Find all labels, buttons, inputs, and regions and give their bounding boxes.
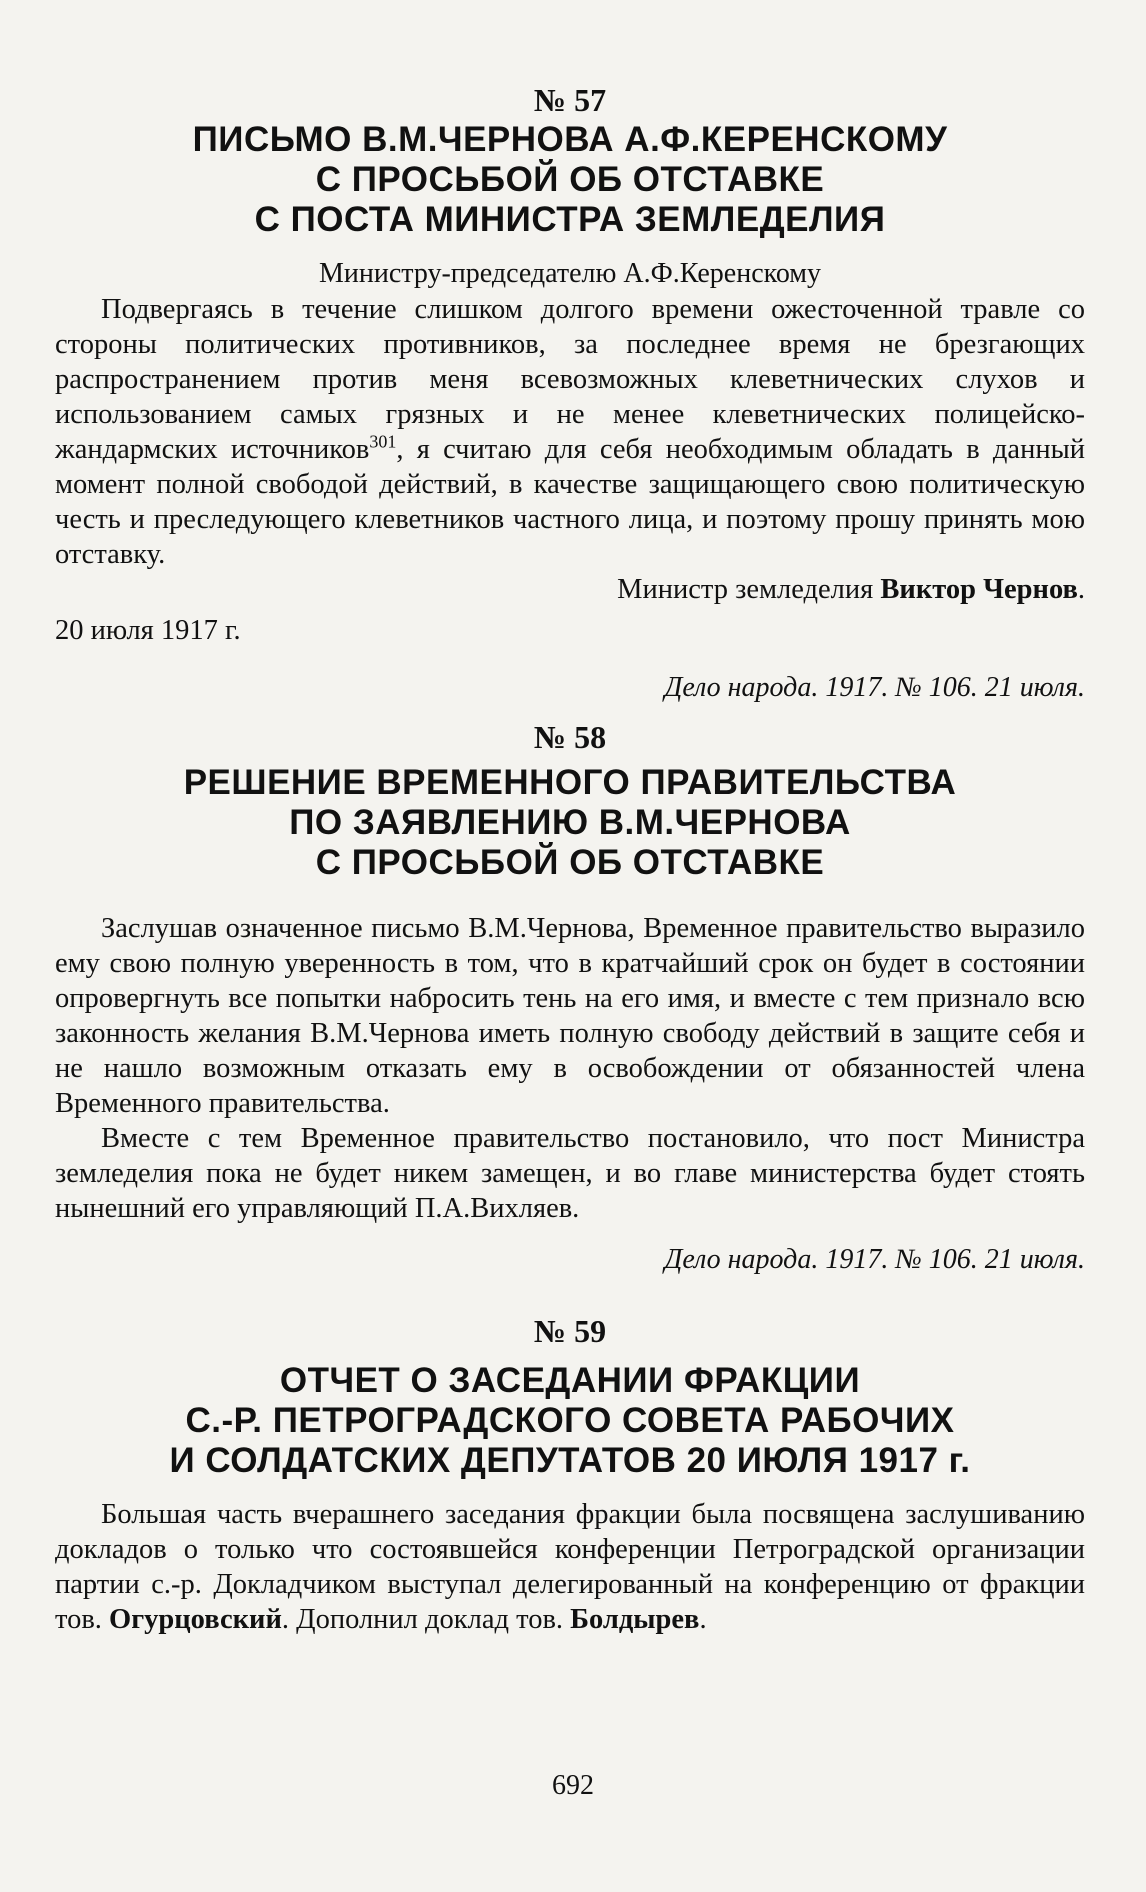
doc-title-line: И СОЛДАТСКИХ ДЕПУТАТОВ 20 ИЮЛЯ 1917 г. (169, 1441, 971, 1480)
person-name: Болдырев (570, 1604, 700, 1635)
doc-title-line: С ПОСТА МИНИСТРА ЗЕМЛЕДЕЛИЯ (254, 200, 886, 239)
doc-title (55, 763, 1085, 883)
doc-title (55, 1361, 1085, 1481)
signature-role: Министр земледелия (617, 574, 874, 605)
doc-title-line: С ПРОСЬБОЙ ОБ ОТСТАВКЕ (315, 843, 825, 882)
report-text: . Дополнил доклад тов. (281, 1604, 564, 1635)
doc-title-line: ПО ЗАЯВЛЕНИЮ В.М.ЧЕРНОВА (289, 803, 851, 842)
doc-title (55, 120, 1085, 240)
letter-body-part: Подвергаясь в течение слишком долгого времени ожесточенной травле со стороны политических противников, за последнее время не брезгающих распространением против меня всевозможных клеветнических слухов и использованием самых грязных и не менее клеветнических полицейско-жандармских источников (55, 294, 1085, 465)
report-text: . (699, 1604, 707, 1635)
doc-number: № 58 (533, 719, 607, 755)
doc-number: № 59 (533, 1313, 607, 1349)
source-citation: Дело народа. 1917. № 106. 21 июля. (664, 672, 1085, 703)
letter-body (55, 292, 1085, 572)
source-citation: Дело народа. 1917. № 106. 21 июля. (664, 1244, 1085, 1275)
doc-title-line: РЕШЕНИЕ ВРЕМЕННОГО ПРАВИТЕЛЬСТВА (183, 763, 957, 802)
doc-title-line: С ПРОСЬБОЙ ОБ ОТСТАВКЕ (315, 160, 825, 199)
person-name: Огурцовский (109, 1604, 282, 1635)
signature (55, 572, 1085, 607)
doc-number: № 57 (533, 82, 607, 118)
doc-title-line: ОТЧЕТ О ЗАСЕДАНИИ ФРАКЦИИ (279, 1361, 861, 1400)
doc-title-line: С.-Р. ПЕТРОГРАДСКОГО СОВЕТА РАБОЧИХ (185, 1401, 955, 1440)
footnote-ref: 301 (369, 431, 397, 452)
signature-name: Виктор Чернов (880, 574, 1078, 605)
signature-end: . (1077, 574, 1085, 605)
report-text: Большая часть вчерашнего заседания фракции была посвящена заслушиванию докладов о только что состоявшейся конференции Петроградской организации партии с.-р. Докладчиком выступал делегированный на конференцию от фракции тов. (55, 1499, 1085, 1635)
doc-58 (55, 717, 1085, 1277)
letter-date: 20 июля 1917 г. (55, 615, 241, 646)
report-paragraph (55, 1497, 1085, 1637)
decision-paragraph: Заслушав означенное письмо В.М.Чернова, Временное правительство выразило ему свою полную уверенность в том, что в кратчайший срок он будет в состоянии опровергнуть все попытки набросить тень на его имя, и вместе с тем признало всю законность желания В.М.Чернова иметь полную свободу действий в защите себя и не нашло возможным отказать ему в освобождении от обязанностей члена Временного правительства. (55, 913, 1085, 1119)
doc-57 (55, 80, 1085, 705)
page-content (55, 80, 1085, 1637)
letter-body-part: , я считаю для себя необходимым обладать в данный момент полной свободой действий, в качестве защищающего свою политическую честь и преследующего клеветников частного лица, и поэтому прошу принять мою отставку. (55, 434, 1085, 570)
addressee: Министру-председателю А.Ф.Керенскому (318, 258, 822, 289)
decision-paragraph: Вместе с тем Временное правительство постановило, что пост Министра земледелия пока не будет никем замещен, и во главе министерства будет стоять нынешний его управляющий П.А.Вихляев. (55, 1123, 1085, 1224)
doc-59 (55, 1311, 1085, 1637)
page-number: 692 (552, 1770, 594, 1801)
doc-title-line: ПИСЬМО В.М.ЧЕРНОВА А.Ф.КЕРЕНСКОМУ (192, 120, 948, 159)
